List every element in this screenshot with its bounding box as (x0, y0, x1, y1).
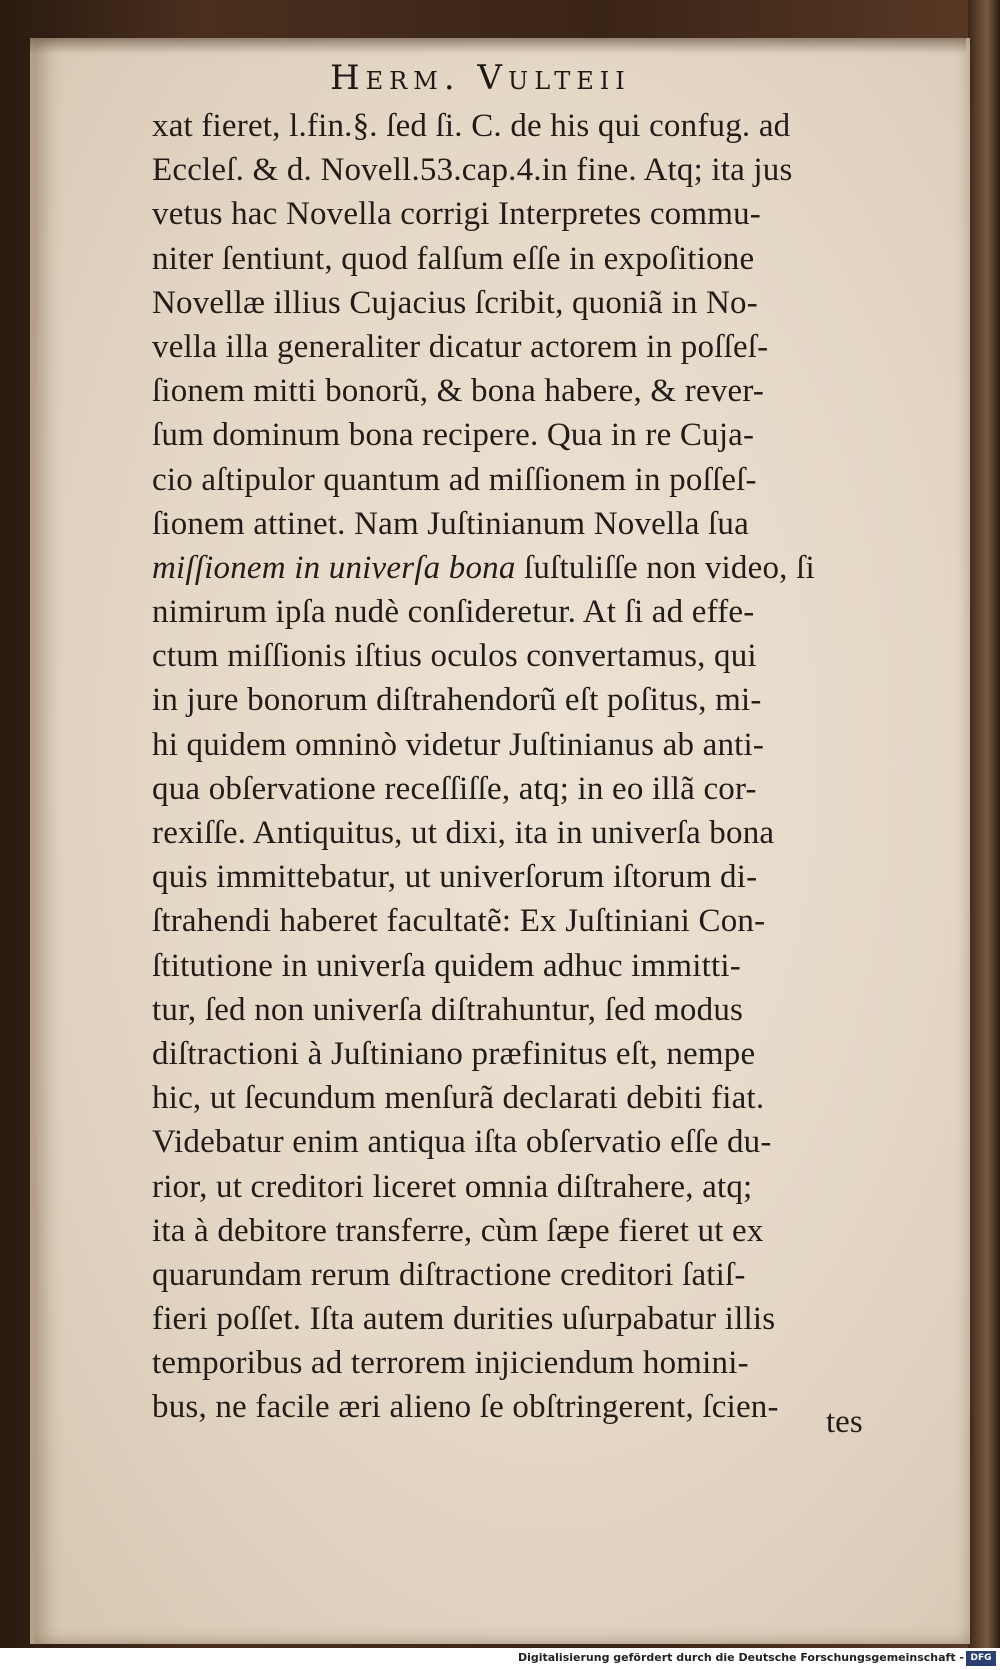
text-line: quis immittebatur, ut univerſorum iſtorum di- (152, 859, 758, 896)
text-line: qua obſervatione receſſiſſe, atq; in eo illã cor- (152, 770, 757, 807)
dfg-logo-icon[interactable]: DFG (966, 1651, 996, 1666)
text-line-rest: ſuſtuliſſe non video, ſi (515, 549, 815, 586)
text-line: xat fieret, l.fin.§. ſed ſi. C. de his qui confug. ad (152, 108, 791, 144)
text-line: ſum dominum bona recipere. Qua in re Cuja- (152, 417, 755, 454)
text-line: ſtrahendi haberet facultatẽ: Ex Juſtiniani Con- (152, 903, 766, 940)
text-line: fieri poſſet. Iſta autem durities uſurpabatur illis (152, 1301, 776, 1338)
text-line: rior, ut creditori liceret omnia diſtrahere, atq; (152, 1168, 753, 1205)
text-line: diſtractioni à Juſtiniano præfinitus eſt, nempe (152, 1035, 756, 1072)
page-shadow (30, 38, 966, 54)
catchword: tes (826, 1404, 863, 1440)
text-line: ctum miſſionis iſtius oculos convertamus, qui (152, 638, 757, 675)
text-line: niter ſentiunt, quod falſum eſſe in expoſitione (152, 240, 755, 277)
text-line-mixed (152, 546, 882, 590)
text-line: hic, ut ſecundum menſurã declarati debiti fiat. (152, 1080, 765, 1117)
text-line: bus, ne facile æri alieno ſe obſtringerent, ſcien- (152, 1389, 779, 1426)
text-line: tur, ſed non univerſa diſtrahuntur, ſed modus (152, 991, 744, 1028)
text-line: cio aſtipulor quantum ad miſſionem in poſſeſ- (152, 461, 757, 498)
text-line: Videbatur enim antiqua iſta obſervatio eſſe du- (152, 1124, 772, 1161)
digitization-note: Digitalisierung gefördert durch die Deutsche Forschungsgemeinschaft - (517, 1651, 964, 1664)
text-line: Novellæ illius Cujacius ſcribit, quoniã in No- (152, 284, 758, 321)
text-line: vella illa generaliter dicatur actorem in poſſeſ- (152, 328, 769, 365)
text-line: hi quidem omninò videtur Juſtinianus ab anti- (152, 726, 765, 763)
text-line: temporibus ad terrorem injiciendum homini- (152, 1345, 749, 1382)
text-line: ita à debitore transferre, cùm ſæpe fieret ut ex (152, 1212, 764, 1249)
text-line: quarundam rerum diſtractione creditori ſatiſ- (152, 1256, 746, 1293)
text-line: Eccleſ. & d. Novell.53.cap.4.in fine. Atq; ita jus (152, 152, 793, 189)
text-block (152, 104, 882, 1430)
italic-phrase: miſſionem in univerſa bona (152, 549, 516, 586)
text-line: ſtitutione in univerſa quidem adhuc immitti- (152, 947, 741, 984)
running-header: Herm. Vulteii (330, 58, 631, 98)
text-line: rexiſſe. Antiquitus, ut dixi, ita in univerſa bona (152, 815, 775, 851)
text-line: ſionem attinet. Nam Juſtinianum Novella ſua (152, 505, 749, 542)
text-line: ſionem mitti bonorũ, & bona habere, & rever- (152, 373, 765, 410)
book-edge (968, 0, 1000, 1648)
text-line: nimirum ipſa nudè conſideretur. At ſi ad effe- (152, 594, 755, 631)
text-line: in jure bonorum diſtrahendorũ eſt poſitus, mi- (152, 682, 762, 719)
text-line: vetus hac Novella corrigi Interpretes commu- (152, 196, 761, 233)
